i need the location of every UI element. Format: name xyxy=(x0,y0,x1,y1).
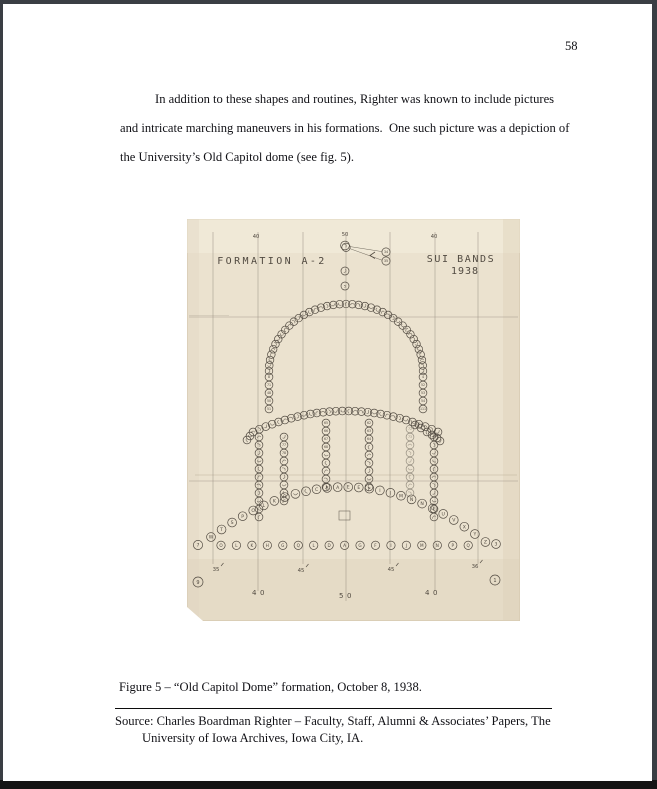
svg-text:O: O xyxy=(219,542,223,548)
svg-text:64: 64 xyxy=(366,437,372,442)
figure-caption: Figure 5 – “Old Capitol Dome” formation, October 8, 1938. xyxy=(119,680,422,694)
paragraph-line: and intricate marching maneuvers in his formations. One such picture was a depiction of xyxy=(120,121,570,136)
svg-text:40: 40 xyxy=(425,589,441,597)
formation-diagram xyxy=(187,219,520,621)
svg-text:N: N xyxy=(435,542,439,548)
svg-text:K: K xyxy=(272,499,276,505)
svg-text:35: 35 xyxy=(383,259,389,264)
svg-text:B: B xyxy=(325,486,329,492)
svg-text:71: 71 xyxy=(266,383,272,388)
svg-text:50: 50 xyxy=(266,399,272,404)
svg-text:O: O xyxy=(251,509,256,515)
source-line: Source: Charles Boardman Righter – Faculty, Staff, Alumni & Associates’ Papers, The xyxy=(115,714,551,728)
svg-text:54: 54 xyxy=(420,399,426,404)
source-line: University of Iowa Archives, Iowa City, IA. xyxy=(142,731,364,745)
svg-text:Q: Q xyxy=(296,542,300,548)
svg-text:N: N xyxy=(409,498,414,504)
svg-text:3: 3 xyxy=(494,542,498,548)
svg-text:7: 7 xyxy=(196,543,200,549)
document-page xyxy=(3,4,652,781)
svg-text:Q: Q xyxy=(430,507,435,513)
svg-text:51: 51 xyxy=(266,407,272,412)
svg-text:50: 50 xyxy=(339,592,355,600)
svg-text:G: G xyxy=(281,542,285,548)
svg-text:5: 5 xyxy=(343,284,347,289)
svg-text:H: H xyxy=(283,495,287,501)
svg-text:50: 50 xyxy=(341,232,349,238)
svg-text:N: N xyxy=(420,502,424,508)
svg-text:4: 4 xyxy=(421,375,425,380)
figure-image xyxy=(187,219,520,621)
svg-text:A: A xyxy=(336,485,340,491)
source-note xyxy=(115,713,551,747)
svg-text:F: F xyxy=(374,542,377,548)
svg-text:E: E xyxy=(346,485,350,491)
svg-text:J: J xyxy=(405,542,408,548)
svg-text:P: P xyxy=(451,542,455,548)
svg-text:M: M xyxy=(399,494,403,500)
svg-text:F: F xyxy=(368,487,371,493)
svg-text:K: K xyxy=(250,542,254,548)
svg-text:77: 77 xyxy=(281,443,287,448)
paragraph-line: In addition to these shapes and routines, Righter was known to include pictures xyxy=(155,92,555,106)
svg-text:T: T xyxy=(220,528,223,534)
svg-text:I: I xyxy=(379,489,381,495)
svg-text:H: H xyxy=(265,542,269,548)
svg-text:P: P xyxy=(241,514,245,520)
svg-text:L: L xyxy=(262,504,266,510)
svg-text:FORMATION A-2: FORMATION A-2 xyxy=(217,256,327,267)
svg-text:9: 9 xyxy=(196,579,200,586)
svg-text:40: 40 xyxy=(430,234,438,240)
svg-text:U: U xyxy=(441,512,445,518)
svg-text:C: C xyxy=(314,487,319,493)
svg-text:73: 73 xyxy=(407,435,413,440)
svg-text:V: V xyxy=(452,518,456,524)
svg-text:40: 40 xyxy=(252,589,268,597)
page-number: 58 xyxy=(565,39,578,53)
svg-text:Z: Z xyxy=(483,540,488,546)
svg-text:66: 66 xyxy=(323,429,329,434)
svg-text:63: 63 xyxy=(366,429,372,434)
svg-text:D: D xyxy=(327,542,331,548)
svg-text:1: 1 xyxy=(493,577,497,584)
svg-text:68: 68 xyxy=(323,445,329,450)
svg-text:W: W xyxy=(208,535,214,541)
svg-text:48: 48 xyxy=(266,391,272,396)
svg-text:I: I xyxy=(390,542,392,548)
scan-paper xyxy=(187,219,520,621)
svg-text:X: X xyxy=(462,525,466,531)
paragraph-line: the University’s Old Capitol dome (see fig. 5). xyxy=(120,150,354,165)
svg-text:1938: 1938 xyxy=(450,266,480,277)
svg-text:8: 8 xyxy=(267,375,271,380)
svg-text:SUI BANDS: SUI BANDS xyxy=(426,254,496,265)
svg-text:L: L xyxy=(235,542,238,548)
body-paragraph xyxy=(120,85,582,173)
source-divider-rule xyxy=(115,708,552,709)
svg-text:45: 45 xyxy=(387,567,395,573)
svg-text:53: 53 xyxy=(420,391,426,396)
svg-text:35: 35 xyxy=(212,567,220,573)
svg-text:L: L xyxy=(312,542,315,548)
svg-text:52: 52 xyxy=(420,383,426,388)
svg-text:62: 62 xyxy=(366,421,372,426)
scan-bottom-edge xyxy=(0,780,657,789)
svg-text:G: G xyxy=(358,542,362,548)
svg-text:M: M xyxy=(420,542,424,548)
svg-text:S: S xyxy=(230,521,234,527)
svg-text:111: 111 xyxy=(419,407,427,412)
svg-text:A: A xyxy=(343,542,347,548)
svg-text:67: 67 xyxy=(323,437,329,442)
svg-text:Y: Y xyxy=(473,532,477,538)
svg-text:34: 34 xyxy=(383,250,389,255)
svg-text:45: 45 xyxy=(297,568,305,574)
svg-text:78: 78 xyxy=(281,451,287,456)
svg-text:40: 40 xyxy=(252,234,260,240)
svg-text:Q: Q xyxy=(466,542,470,548)
svg-text:J: J xyxy=(389,491,392,497)
svg-text:E: E xyxy=(357,486,361,492)
svg-text:72: 72 xyxy=(407,427,413,432)
svg-text:65: 65 xyxy=(323,421,329,426)
svg-text:36: 36 xyxy=(471,564,479,570)
